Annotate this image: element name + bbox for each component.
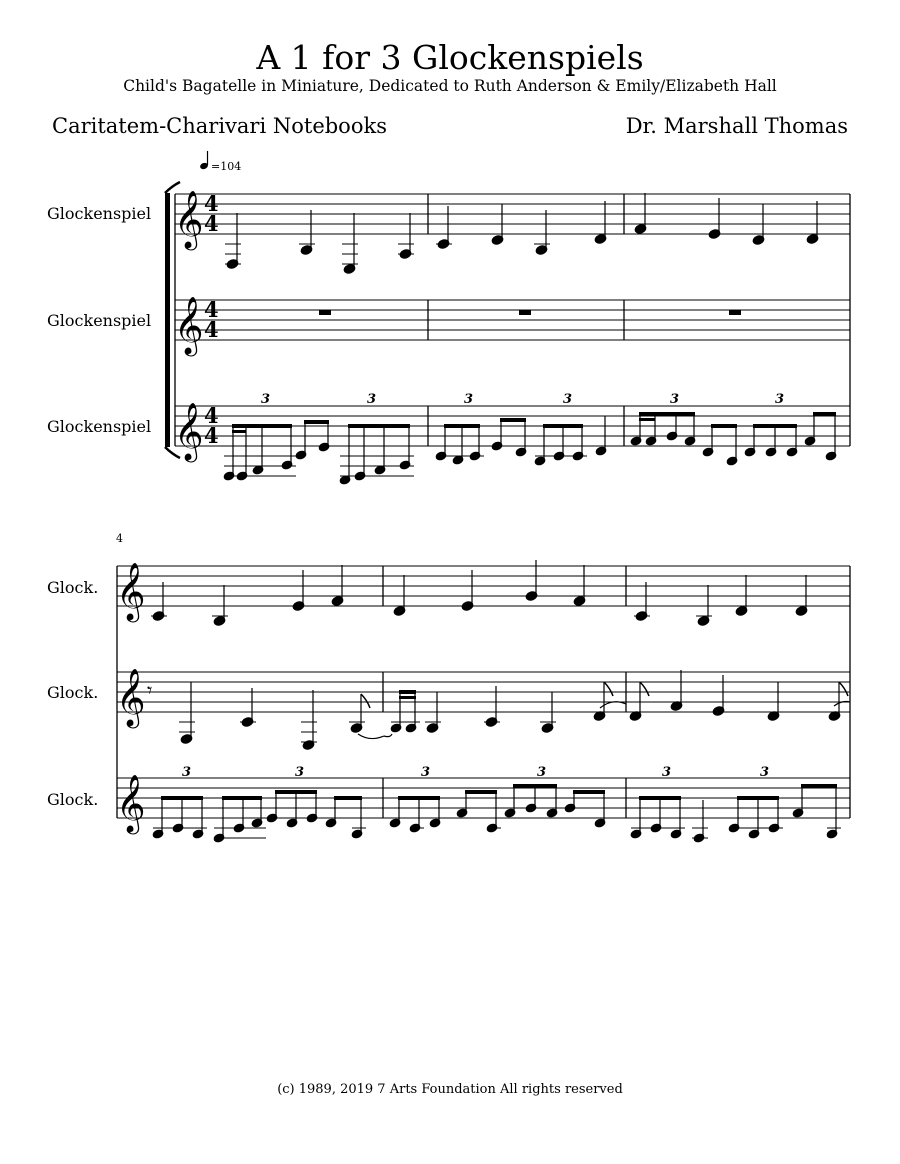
treble-clef-icon: 𝄞: [116, 562, 146, 620]
treble-clef-icon: 𝄞: [116, 774, 146, 832]
score-title: A 1 for 3 Glockenspiels: [256, 38, 644, 77]
tuplet-label: 3: [670, 392, 680, 407]
tempo-text: =104: [211, 160, 242, 173]
note: [806, 201, 819, 245]
tuplet-label: 3: [367, 392, 377, 407]
tie: [358, 734, 384, 739]
tuplet-label: 3: [775, 392, 785, 407]
time-sig-top: 4: [204, 297, 219, 322]
time-sig-bottom: 4: [204, 211, 219, 236]
beamed-group: [564, 790, 606, 828]
treble-clef-icon: 𝄞: [174, 296, 204, 354]
time-sig-bottom: 4: [204, 423, 219, 448]
whole-rest-icon: [519, 310, 531, 315]
note: [594, 201, 607, 245]
note: [692, 800, 708, 843]
instrument-label-short-3: Glock.: [47, 790, 99, 809]
note: [225, 213, 241, 270]
note: [752, 204, 765, 246]
tuplet-label: 3: [563, 392, 573, 407]
beamed-group: [702, 424, 738, 466]
staff-1-notes: [151, 560, 808, 627]
note: [491, 204, 504, 246]
beamed-group: [435, 424, 484, 465]
beamed-group: [534, 424, 587, 466]
note: [151, 582, 167, 622]
tuplet-label: 3: [295, 765, 305, 780]
note: [436, 206, 452, 250]
tuplet-label: 3: [662, 765, 672, 780]
score-subtitle: Child's Bagatelle in Miniature, Dedicated to Ruth Anderson & Emily/Elizabeth Hall: [123, 77, 777, 95]
beamed-group: [804, 412, 837, 461]
system-1: [47, 151, 850, 485]
note: [712, 675, 725, 717]
staff-lines: [175, 194, 850, 446]
beamed-group: [389, 796, 441, 833]
instrument-label-3: Glockenspiel: [47, 417, 152, 436]
tuplet-label: 3: [421, 765, 431, 780]
staff-3-notes: [152, 784, 841, 843]
time-signatures: [204, 191, 219, 448]
note: [670, 670, 683, 712]
instrument-label-2: Glockenspiel: [47, 311, 152, 330]
instrument-label-short-1: Glock.: [47, 578, 99, 597]
copyright-footer: (c) 1989, 2019 7 Arts Foundation All rights reserved: [277, 1082, 623, 1097]
staff-3-notes: [223, 412, 837, 485]
note: [534, 210, 550, 256]
beamed-group: [456, 790, 501, 833]
tuplet-label: 3: [261, 392, 271, 407]
tempo-marking: [199, 151, 241, 173]
beamed-group: [223, 424, 296, 481]
treble-clef-icon: 𝄞: [174, 402, 204, 460]
system-2: [47, 532, 850, 843]
whole-rest-icon: [319, 310, 331, 315]
note: [634, 582, 650, 622]
time-sig-bottom: 4: [204, 317, 219, 342]
instrument-label-1: Glockenspiel: [47, 204, 152, 223]
system-bracket: [165, 193, 170, 447]
beamed-group: [504, 784, 558, 818]
tuplet-label: 3: [537, 765, 547, 780]
tuplet-label: 3: [760, 765, 770, 780]
note: [398, 213, 414, 260]
beamed-group: [792, 784, 841, 839]
note: [240, 688, 256, 728]
beamed-group: [744, 424, 798, 457]
staff-2-rests: [319, 310, 741, 315]
time-sig-top: 4: [204, 191, 219, 216]
note: [342, 213, 358, 275]
beamed-group: [630, 412, 696, 446]
note: [540, 692, 556, 734]
instrument-label-short-2: Glock.: [47, 683, 99, 702]
treble-clef-icon: 𝄞: [174, 190, 204, 248]
measure-number: 4: [116, 532, 123, 545]
tuplet-label: 3: [182, 765, 192, 780]
publisher-credit: Caritatem-Charivari Notebooks: [52, 114, 387, 138]
beamed-group: [339, 424, 414, 485]
time-sig-top: 4: [204, 403, 219, 428]
note: [299, 210, 315, 256]
whole-rest-icon: [729, 310, 741, 315]
note: [349, 694, 370, 734]
tuplet-labels: [261, 392, 784, 407]
beamed-group: [213, 796, 266, 843]
note: [179, 682, 195, 745]
beamed-group: [491, 418, 527, 457]
note: [301, 690, 317, 751]
beamed-group: [266, 790, 318, 828]
tuplet-label: 3: [464, 392, 474, 407]
composer-credit: Dr. Marshall Thomas: [625, 114, 848, 138]
treble-clef-icon: 𝄞: [116, 668, 146, 726]
note: [425, 692, 441, 734]
eighth-rest-icon: 𝄾: [147, 678, 153, 702]
staff-lines: [117, 566, 850, 818]
